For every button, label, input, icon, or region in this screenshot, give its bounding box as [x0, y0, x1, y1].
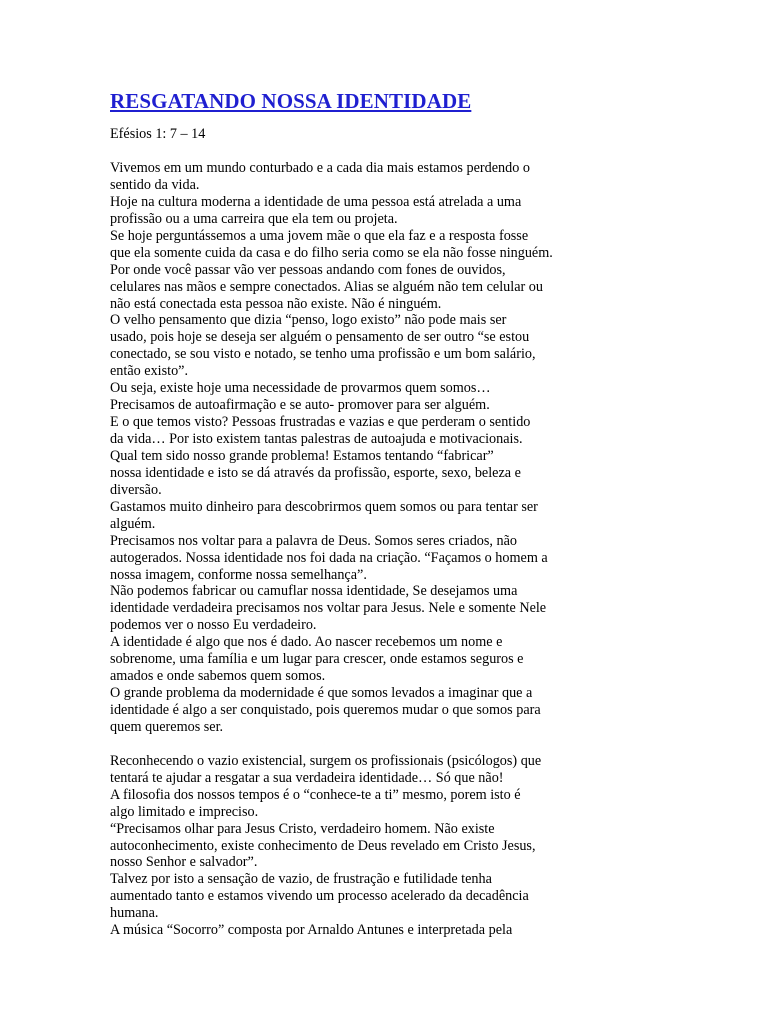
text-line: Gastamos muito dinheiro para descobrirmos quem somos ou para tentar ser — [110, 498, 538, 515]
text-line: O grande problema da modernidade é que somos levados a imaginar que a — [110, 685, 533, 702]
text-line: Ou seja, existe hoje uma necessidade de provarmos quem somos… — [110, 380, 491, 397]
body-section-1 — [110, 160, 610, 736]
text-line: E o que temos visto? Pessoas frustradas e vazias e que perderam o sentido — [110, 414, 531, 431]
text-line: O velho pensamento que dizia “penso, logo existo” não pode mais ser — [110, 312, 507, 329]
text-line: diversão. — [110, 481, 162, 498]
text-line: tentará te ajudar a resgatar a sua verdadeira identidade… Só que não! — [110, 769, 504, 786]
text-line: sobrenome, uma família e um lugar para crescer, onde estamos seguros e — [110, 651, 524, 668]
text-line: celulares nas mãos e sempre conectados. Alias se alguém não tem celular ou — [110, 278, 543, 295]
text-line: “Precisamos olhar para Jesus Cristo, verdadeiro homem. Não existe — [110, 820, 495, 837]
text-line: que ela somente cuida da casa e do filho seria como se ela não fosse ninguém. — [110, 244, 553, 261]
text-line: algo limitado e impreciso. — [110, 803, 259, 820]
text-line: profissão ou a uma carreira que ela tem ou projeta. — [110, 210, 398, 227]
text-line: Reconhecendo o vazio existencial, surgem os profissionais (psicólogos) que — [110, 752, 542, 769]
text-line: nosso Senhor e salvador”. — [110, 854, 258, 871]
text-line: identidade é algo a ser conquistado, pois queremos mudar o que somos para — [110, 702, 541, 718]
text-line: alguém. — [110, 515, 156, 532]
text-line: Não podemos fabricar ou camuflar nossa identidade, Se desejamos uma — [110, 583, 518, 600]
text-line: então existo”. — [110, 363, 189, 380]
text-line: A filosofia dos nossos tempos é o “conhece-te a ti” mesmo, porem isto é — [110, 786, 521, 803]
text-line: da vida… Por isto existem tantas palestras de autoajuda e motivacionais. — [110, 431, 523, 447]
text-line: podemos ver o nosso Eu verdadeiro. — [110, 617, 317, 634]
text-line: Precisamos de autoafirmação e se auto- promover para ser alguém. — [110, 397, 490, 414]
document-title: RESGATANDO NOSSA IDENTIDADE — [110, 89, 472, 113]
text-line: não está conectada esta pessoa não existe. Não é ninguém. — [110, 295, 442, 312]
text-line: identidade verdadeira precisamos nos voltar para Jesus. Nele e somente Nele — [110, 600, 547, 617]
text-line: autogerados. Nossa identidade nos foi dada na criação. “Façamos o homem a — [110, 549, 548, 566]
text-line: Se hoje perguntássemos a uma jovem mãe o que ela faz e a resposta fosse — [110, 227, 529, 244]
body-text — [110, 160, 610, 939]
text-line: amados e onde sabemos quem somos. — [110, 668, 326, 685]
text-line: Talvez por isto a sensação de vazio, de frustração e futilidade tenha — [110, 871, 492, 888]
text-line: nossa imagem, conforme nossa semelhança”. — [110, 566, 367, 583]
text-line: Hoje na cultura moderna a identidade de uma pessoa está atrelada a uma — [110, 193, 522, 210]
text-line: A música “Socorro” composta por Arnaldo Antunes e interpretada pela — [110, 922, 513, 939]
text-line: usado, pois hoje se deseja ser alguém o pensamento de ser outro “se estou — [110, 329, 530, 346]
text-line: humana. — [110, 905, 159, 922]
text-line: aumentado tanto e estamos vivendo um processo acelerado da decadência — [110, 888, 529, 905]
text-line: nossa identidade e isto se dá através da profissão, esporte, sexo, beleza e — [110, 464, 521, 481]
paragraph-gap — [110, 736, 610, 753]
text-line: sentido da vida. — [110, 176, 200, 193]
text-line: conectado, se sou visto e notado, se tenho uma profissão e um bom salário, — [110, 346, 536, 363]
text-line: Precisamos nos voltar para a palavra de Deus. Somos seres criados, não — [110, 532, 517, 549]
document-page — [110, 88, 610, 939]
text-line: autoconhecimento, existe conhecimento de Deus revelado em Cristo Jesus, — [110, 837, 536, 854]
text-line: Vivemos em um mundo conturbado e a cada dia mais estamos perdendo o — [110, 160, 530, 176]
scripture-reference: Efésios 1: 7 – 14 — [110, 126, 206, 142]
text-line: A identidade é algo que nos é dado. Ao nascer recebemos um nome e — [110, 634, 503, 651]
body-section-2 — [110, 753, 610, 939]
text-line: Por onde você passar vão ver pessoas andando com fones de ouvidos, — [110, 261, 506, 278]
text-line: Qual tem sido nosso grande problema! Estamos tentando “fabricar” — [110, 447, 494, 464]
text-line: quem queremos ser. — [110, 718, 224, 735]
